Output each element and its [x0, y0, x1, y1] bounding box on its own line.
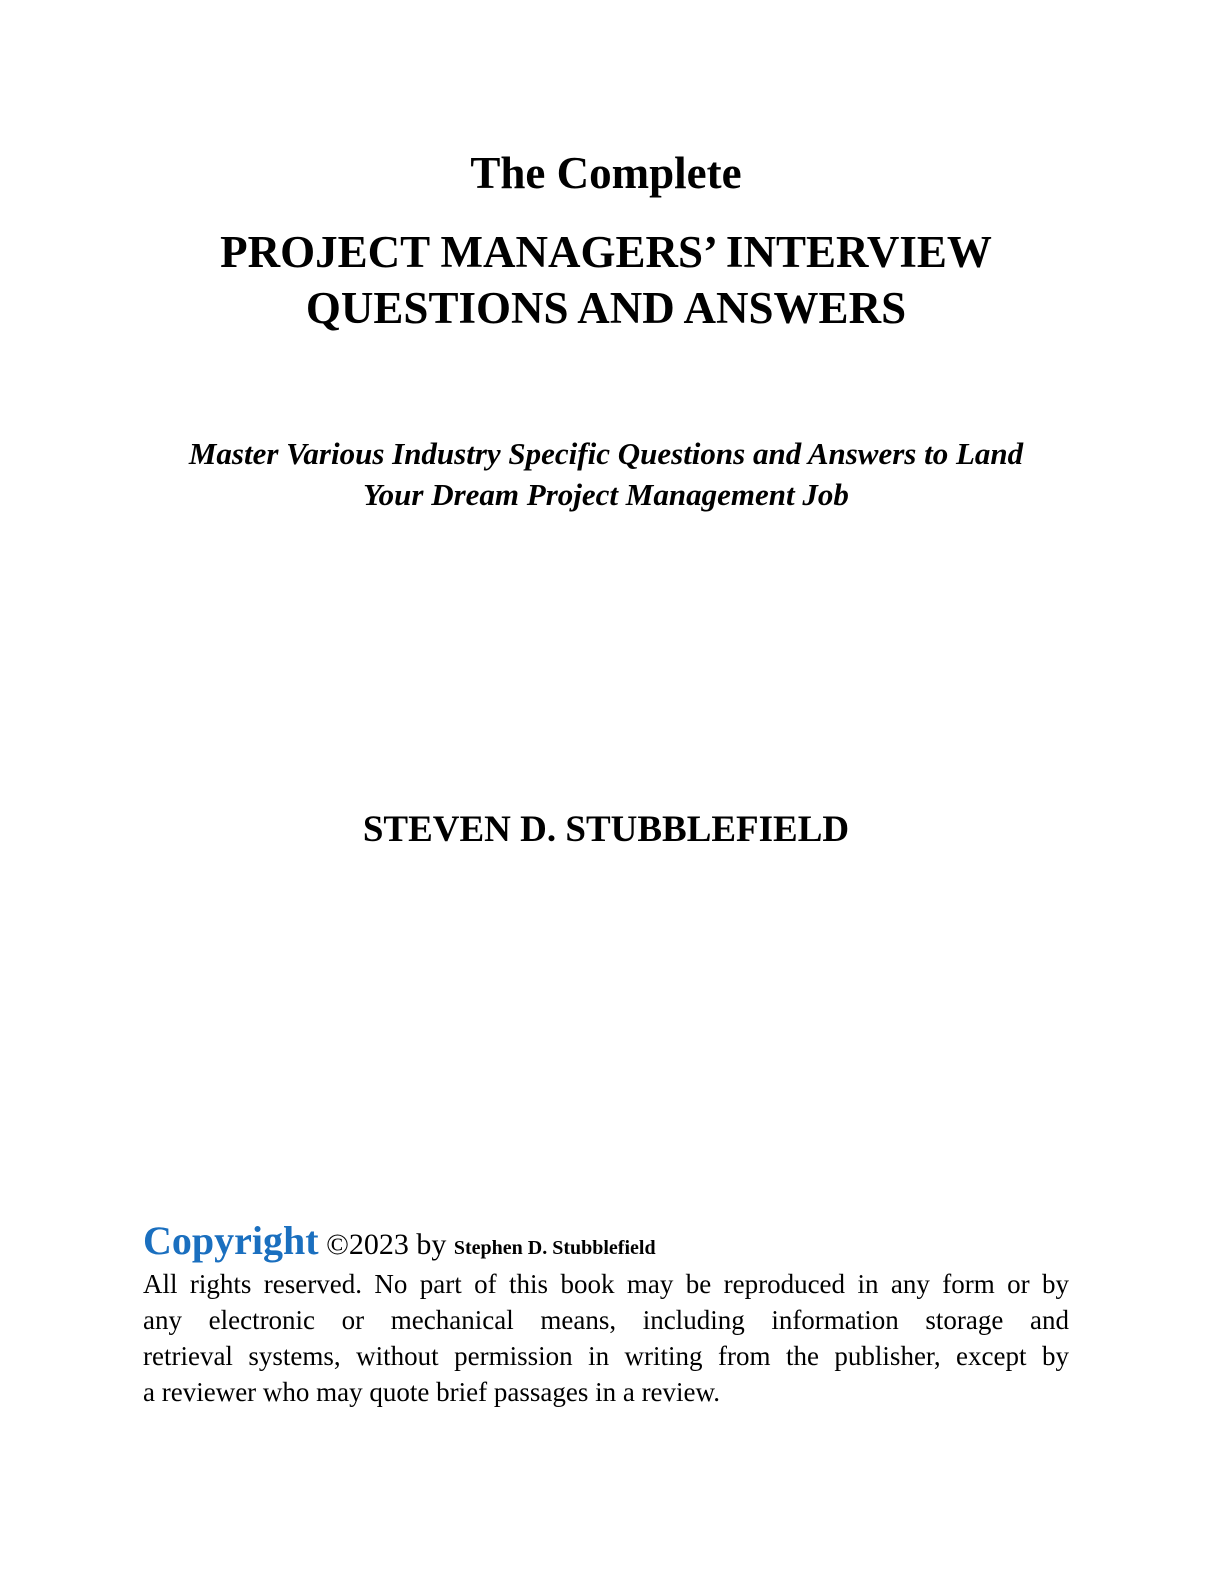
- rights-line: a reviewer who may quote brief passages in a review.: [143, 1377, 721, 1407]
- book-subtitle-line: Your Dream Project Management Job: [363, 477, 849, 512]
- rights-line: retrieval systems, without permission in writing from the publisher, except by: [143, 1341, 1069, 1371]
- rights-paragraph: [143, 1266, 1069, 1410]
- book-title-line: QUESTIONS AND ANSWERS: [305, 283, 907, 333]
- book-subtitle: [143, 433, 1069, 515]
- copyright-year: ©2023 by: [326, 1228, 447, 1261]
- book-title: [143, 224, 1069, 336]
- copyright-label: Copyright: [143, 1218, 319, 1263]
- book-pretitle: The Complete: [470, 148, 742, 198]
- copyright-holder: Stephen D. Stubblefield: [453, 1237, 656, 1259]
- rights-line: All rights reserved. No part of this book may be reproduced in any form or by: [143, 1269, 1069, 1299]
- book-title-line: PROJECT MANAGERS’ INTERVIEW: [220, 227, 992, 277]
- rights-line: any electronic or mechanical means, including information storage and: [143, 1305, 1069, 1335]
- book-author: STEVEN D. STUBBLEFIELD: [362, 809, 850, 850]
- book-subtitle-line: Master Various Industry Specific Questions and Answers to Land: [188, 436, 1024, 471]
